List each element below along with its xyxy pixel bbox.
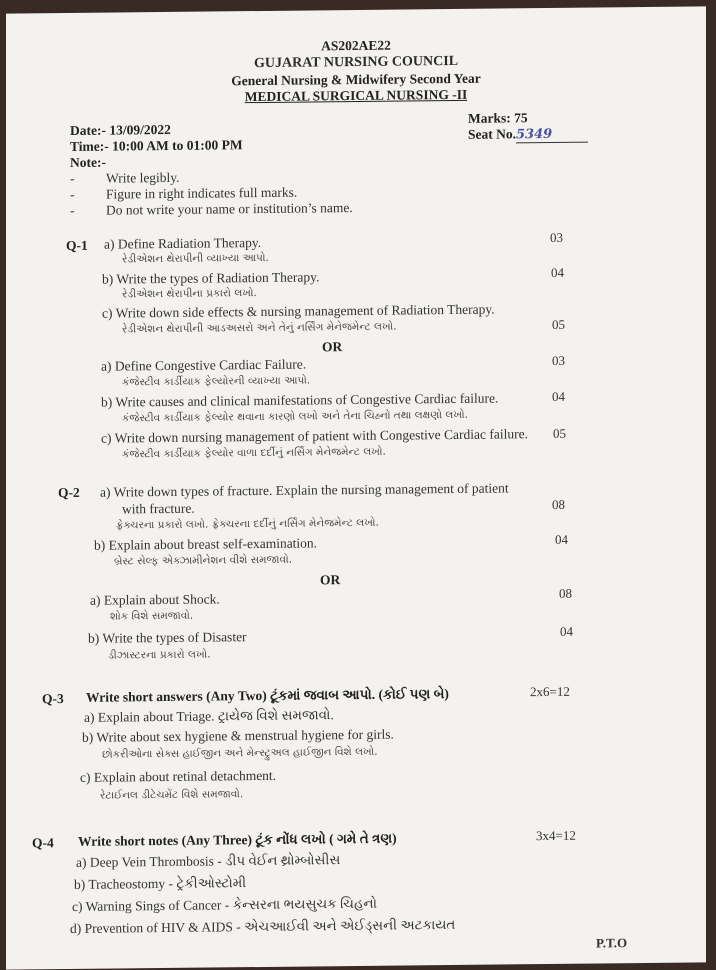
exam-paper bbox=[6, 6, 706, 969]
council-name: GUJARAT NURSING COUNCIL bbox=[253, 53, 459, 72]
q1c-gujarati: રેડીએશન થેરાપીની આડઅસરો અને તેનું નર્સિંગ મેનેજમેન્ટ લખો. bbox=[122, 320, 397, 336]
q1-alt-c-gujarati: કંજેસ્ટીવ કાર્ડીયાક ફેલ્યોર વાળા દર્દીનું નર્સિંગ મેનેજમેન્ટ લખો. bbox=[122, 445, 386, 461]
item-english: Write the types of Disaster bbox=[102, 629, 247, 646]
item-label: b) bbox=[74, 876, 86, 892]
q2-alt-a-gujarati: શોક વિશે સમજાવો. bbox=[110, 609, 194, 623]
q2-alt-a-text bbox=[90, 591, 220, 608]
item-english: Explain about Triage. ટ્રાયેજ વિશે સમજાવો. bbox=[97, 707, 334, 725]
subject-title: MEDICAL SURGICAL NURSING -II bbox=[244, 86, 468, 105]
item-label: c) bbox=[101, 430, 112, 446]
note-item: - Write legibly. bbox=[70, 169, 180, 186]
q3b-gujarati: છોકરીઓના સેક્સ હાઈજીન અને મેન્સ્ટ્રુઅલ હાઈજીન વિશે લખો. bbox=[102, 745, 378, 761]
item-label: a) bbox=[101, 358, 112, 374]
q1c-marks: 05 bbox=[552, 316, 565, 332]
item-english: Deep Vein Thrombosis - ડીપ વેઈન થ્રોમ્બોસીસ bbox=[89, 852, 341, 870]
q2a-text-cont: with fracture. bbox=[122, 500, 195, 517]
or-divider: OR bbox=[322, 339, 343, 355]
q1-alt-a-gujarati: કંજેસ્ટીવ કાર્ડીયાક ફેલ્યોરની વ્યાખ્યા આપો. bbox=[122, 374, 311, 389]
pto-footer: P.T.O bbox=[596, 935, 628, 951]
seat-number bbox=[468, 126, 588, 144]
q1a-gujarati: રેડીએશન થેરાપીની વ્યાખ્યા આપો. bbox=[122, 251, 269, 266]
q1-alt-a-text bbox=[101, 357, 306, 375]
item-english: Write down nursing management of patient with Congestive Cardiac failure. bbox=[114, 426, 528, 446]
q3a-text bbox=[84, 707, 334, 726]
q4-title: Write short notes (Any Three) ટૂંક નોંધ લખો ( ગમે તે ત્રણ) bbox=[78, 830, 397, 849]
q1a-text bbox=[104, 235, 261, 253]
item-label: a) bbox=[104, 236, 115, 252]
q3-marks: 2x6=12 bbox=[530, 683, 570, 700]
q3-title: Write short answers (Any Two) ટૂંકમાં જવાબ આપો. (કોઈ પણ બે) bbox=[86, 686, 449, 705]
item-label: d) bbox=[70, 920, 82, 936]
q2-alt-b-marks: 04 bbox=[560, 623, 573, 639]
item-label: c) bbox=[80, 769, 91, 785]
question-number: Q-1 bbox=[66, 237, 88, 254]
exam-date-text: Date:- 13/09/2022 bbox=[70, 121, 171, 138]
item-english: Warning Sings of Cancer - કેન્સરના ભયસુચક ચિહનો bbox=[85, 895, 377, 914]
item-label: a) bbox=[100, 484, 111, 500]
q2-alt-a-marks: 08 bbox=[559, 585, 572, 601]
note-text: Figure in right indicates full marks. bbox=[106, 184, 298, 202]
item-english: Write down side effects & nursing management of Radiation Therapy. bbox=[115, 301, 495, 321]
q2b-gujarati: બ્રેસ્ટ સેલ્ફ એક્ઝામીનેશન વીશે સમજાવો. bbox=[114, 553, 293, 568]
item-english: Explain about retinal detachment. bbox=[93, 767, 277, 785]
q4a-text bbox=[76, 852, 340, 871]
item-label: c) bbox=[72, 898, 83, 914]
question-number: Q-2 bbox=[58, 484, 80, 501]
q1a-marks: 03 bbox=[550, 229, 563, 245]
or-divider: OR bbox=[320, 572, 341, 588]
q3c-text bbox=[80, 768, 276, 786]
q4c-text bbox=[72, 896, 377, 915]
exam-time: Time:- 10:00 AM to 01:00 PM bbox=[70, 137, 243, 154]
q1-alt-a-marks: 03 bbox=[552, 352, 565, 368]
course-name: General Nursing & Midwifery Second Year bbox=[231, 70, 481, 89]
item-label: b) bbox=[94, 537, 106, 553]
question-number: Q-4 bbox=[32, 835, 54, 851]
seat-value: 5349 bbox=[516, 126, 553, 143]
paper-code: AS202AE22 bbox=[321, 37, 391, 54]
item-label: b) bbox=[101, 394, 113, 410]
q4b-text bbox=[74, 875, 246, 893]
q1-alt-b-text bbox=[101, 391, 498, 411]
q4d-text bbox=[70, 917, 455, 937]
q1b-marks: 04 bbox=[551, 264, 564, 280]
q4-marks: 3x4=12 bbox=[536, 827, 576, 844]
item-label: b) bbox=[88, 630, 100, 646]
note-item: - Figure in right indicates full marks. bbox=[70, 184, 298, 202]
item-label: a) bbox=[76, 854, 87, 870]
note-label: Note:- bbox=[70, 154, 106, 170]
q2b-marks: 04 bbox=[555, 531, 568, 547]
q1-alt-b-gujarati: કંજેસ્ટીવ કાર્ડીયાક ફેલ્યોર થવાના કારણો લખો અને તેના ચિહ્નો તથા લક્ષણો લખો. bbox=[122, 408, 468, 425]
seat-label: Seat No. bbox=[468, 126, 516, 142]
q2a-text bbox=[100, 480, 509, 500]
item-label: c) bbox=[102, 305, 113, 321]
q1-alt-c-text bbox=[101, 426, 528, 446]
note-item: - Do not write your name or institution’s name. bbox=[70, 200, 353, 218]
q1c-text bbox=[102, 302, 495, 322]
exam-date bbox=[70, 122, 171, 139]
q3b-text bbox=[82, 727, 394, 746]
note-text: Do not write your name or institution’s name. bbox=[106, 200, 353, 218]
q1-alt-b-marks: 04 bbox=[552, 388, 565, 404]
item-english: Define Congestive Cardiac Failure. bbox=[114, 356, 307, 374]
note-text: Write legibly. bbox=[106, 169, 180, 186]
q2-alt-b-gujarati: ડીઝાસ્ટરના પ્રકારો લખો. bbox=[108, 648, 211, 662]
item-english: Write about sex hygiene & menstrual hygiene for girls. bbox=[96, 726, 394, 745]
total-marks: Marks: 75 bbox=[468, 110, 528, 126]
item-label: b) bbox=[102, 271, 114, 287]
item-english: Write down types of fracture. Explain the nursing management of patient bbox=[113, 480, 509, 500]
item-english: Prevention of HIV & AIDS - એચઆઈવી અને એઈડ્સની અટકાયત bbox=[84, 916, 456, 936]
item-english: Write causes and clinical manifestations of Congestive Cardiac failure. bbox=[115, 390, 499, 410]
q1b-text bbox=[102, 269, 319, 287]
item-english: Define Radiation Therapy. bbox=[117, 234, 262, 252]
q3c-gujarati: રેટાઈનલ ડીટેચમેંટ વિશે સમજાવો. bbox=[100, 788, 244, 802]
item-english: Tracheostomy - ટ્રેકીઓસ્ટોમી bbox=[88, 875, 247, 892]
item-english: Write the types of Radiation Therapy. bbox=[116, 269, 320, 287]
q1-alt-c-marks: 05 bbox=[553, 425, 566, 441]
q2a-gujarati: ફ્રેક્ચરના પ્રકારો લખો. ફ્રેક્ચરના દર્દીનું નર્સિંગ મેનેજમેન્ટ લખો. bbox=[116, 516, 379, 532]
q2-alt-b-text bbox=[88, 629, 247, 647]
q1b-gujarati: રેડીએશન થેરાપીના પ્રકારો લખો. bbox=[122, 287, 257, 301]
item-label: b) bbox=[82, 729, 94, 745]
q2b-text bbox=[94, 535, 317, 553]
question-number: Q-3 bbox=[42, 691, 64, 707]
item-label: a) bbox=[90, 592, 101, 608]
item-english: Explain about Shock. bbox=[103, 591, 220, 608]
item-english: Explain about breast self-examination. bbox=[108, 535, 318, 553]
q2a-marks: 08 bbox=[552, 496, 565, 512]
item-label: a) bbox=[84, 709, 95, 725]
